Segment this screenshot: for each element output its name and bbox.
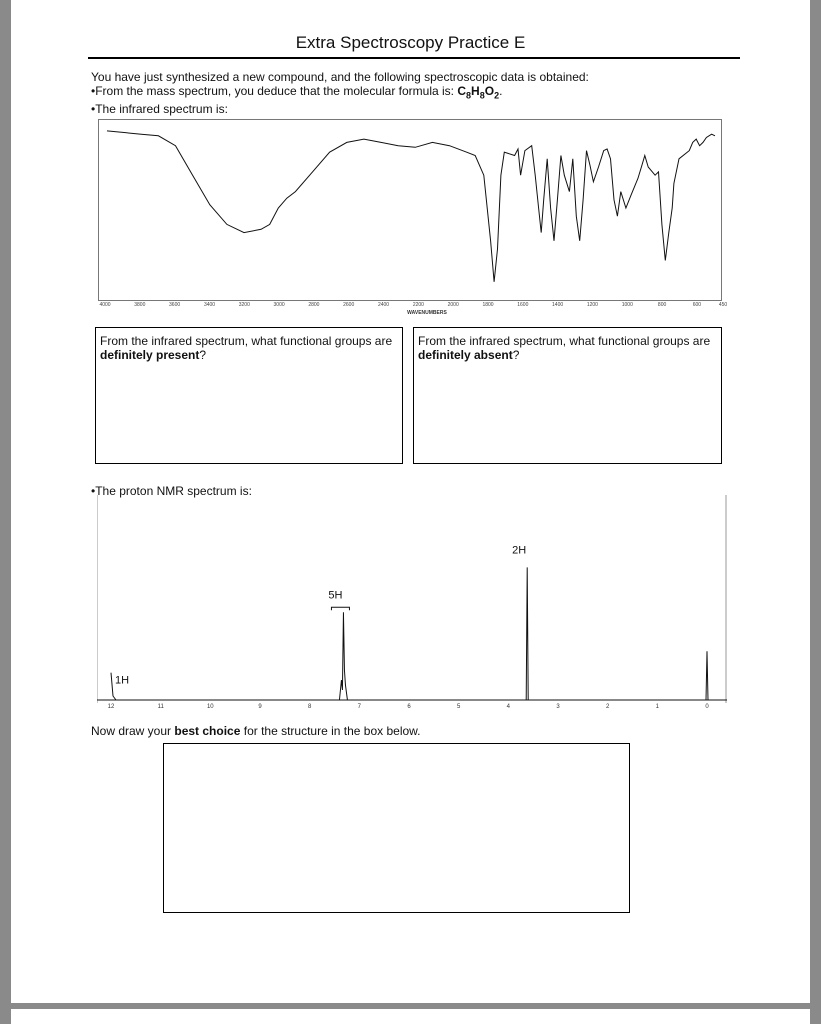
- ir-tick-label: 1000: [621, 302, 633, 308]
- nmr-integration-label: 1H: [115, 674, 130, 687]
- ir-tick-label: 3600: [169, 302, 181, 308]
- nmr-tick-label: 3: [556, 704, 560, 710]
- nmr-tick-label: 12: [107, 704, 115, 710]
- ir-tick-label: 2200: [412, 302, 424, 308]
- ir-tick-label: 3800: [134, 302, 146, 308]
- nmr-tick-label: 6: [407, 704, 411, 710]
- nmr-tick-label: 7: [357, 704, 361, 710]
- present-groups-box[interactable]: From the infrared spectrum, what functional groups are definitely present?: [95, 327, 403, 464]
- nmr-tick-label: 0: [705, 704, 709, 710]
- ir-tick-label: 2800: [308, 302, 320, 308]
- nmr-tick-label: 2: [606, 704, 610, 710]
- nmr-tick-label: 10: [206, 704, 214, 710]
- molecular-formula: $C_8H_8O_2$: [457, 84, 500, 101]
- ir-tick-label: 1800: [482, 302, 494, 308]
- page-title: Extra Spectroscopy Practice E: [295, 33, 526, 52]
- intro-block: [91, 70, 589, 116]
- ir-spectrum-frame: [98, 119, 722, 301]
- nmr-integration-label: 5H: [328, 589, 343, 602]
- next-page-edge: [11, 1009, 810, 1024]
- nmr-spectrum-chart: [97, 495, 727, 713]
- intro-line-2: • From the mass spectrum, you deduce that the molecular formula is: $C_8H_8O_2$.: [91, 84, 589, 102]
- ir-tick-label: 2400: [377, 302, 390, 308]
- ir-tick-label: 3200: [238, 302, 250, 308]
- nmr-integration-label: 2H: [512, 544, 527, 557]
- intro-line-1: You have just synthesized a new compound, and the following spectroscopic data is obtained:: [91, 70, 589, 84]
- ir-axis-label: WAVENUMBERS: [407, 310, 447, 316]
- ir-trace: [107, 131, 715, 282]
- nmr-intro: • The proton NMR spectrum is:: [91, 484, 252, 498]
- structure-drawing-box[interactable]: [163, 743, 630, 913]
- ir-tick-label: 1600: [517, 302, 529, 308]
- intro-line-3: • The infrared spectrum is:: [91, 102, 589, 116]
- draw-instruction: Now draw your best choice for the structure in the box below.: [91, 724, 421, 738]
- ir-axis: [97, 299, 729, 317]
- nmr-peak: [706, 651, 708, 700]
- nmr-tick-label: 9: [258, 704, 262, 710]
- nmr-tick-label: 4: [506, 704, 510, 710]
- ir-tick-label: 4000: [99, 302, 111, 308]
- nmr-tick-label: 1: [655, 704, 659, 710]
- absent-groups-box[interactable]: From the infrared spectrum, what functional groups are definitely absent?: [413, 327, 722, 464]
- ir-tick-label: 800: [657, 302, 667, 308]
- nmr-peak: [526, 567, 528, 700]
- ir-tick-label: 2000: [447, 302, 459, 308]
- ir-tick-label: 3000: [273, 302, 285, 308]
- ir-tick-label: 600: [692, 302, 702, 308]
- ir-tick-label: 1400: [552, 302, 564, 308]
- nmr-peak: [339, 612, 347, 700]
- nmr-tick-label: 8: [308, 704, 312, 710]
- ir-spectrum-chart: [99, 120, 721, 300]
- ir-tick-label: 1200: [586, 302, 598, 308]
- ir-tick-label: 2600: [343, 302, 355, 308]
- nmr-tick-label: 5: [457, 704, 461, 710]
- nmr-tick-label: 11: [157, 704, 164, 710]
- ir-tick-label: 450: [718, 302, 728, 308]
- nmr-integration-bracket: [331, 607, 349, 610]
- ir-tick-label: 3400: [203, 302, 216, 308]
- worksheet-page: [11, 0, 810, 1003]
- title-rule: [88, 57, 740, 59]
